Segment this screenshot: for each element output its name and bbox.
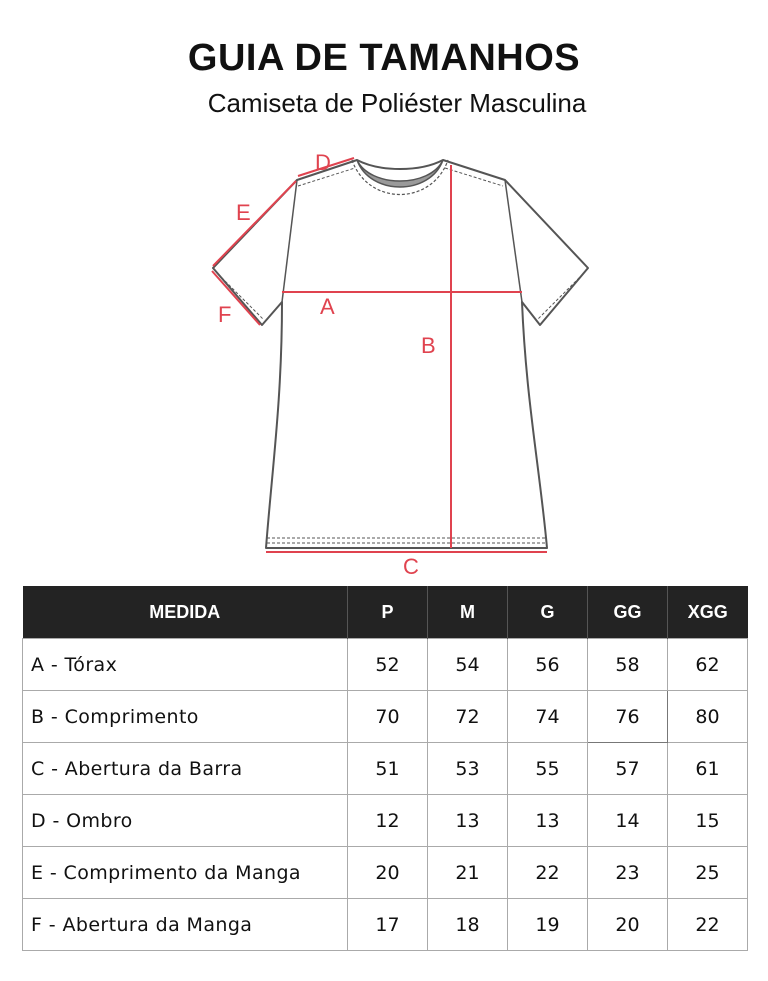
label-e: E xyxy=(236,200,251,225)
table-cell: 51 xyxy=(348,743,428,795)
table-row xyxy=(23,691,748,743)
table-row xyxy=(23,743,748,795)
table-cell: 22 xyxy=(668,899,748,951)
header-size-p: P xyxy=(348,586,428,639)
header-size-g: G xyxy=(508,586,588,639)
table-cell: 55 xyxy=(508,743,588,795)
table-cell: 56 xyxy=(508,639,588,691)
header-size-xgg: XGG xyxy=(668,586,748,639)
table-cell: 13 xyxy=(508,795,588,847)
table-row xyxy=(23,639,748,691)
table-cell: 54 xyxy=(428,639,508,691)
table-row xyxy=(23,899,748,951)
label-c: C xyxy=(403,554,419,579)
row-label: C - Abertura da Barra xyxy=(23,743,348,795)
row-label: B - Comprimento xyxy=(23,691,348,743)
table-cell: 21 xyxy=(428,847,508,899)
page-title: GUIA DE TAMANHOS xyxy=(187,37,581,79)
header-size-gg: GG xyxy=(588,586,668,639)
row-label: D - Ombro xyxy=(23,795,348,847)
table-cell: 12 xyxy=(348,795,428,847)
table-cell: 25 xyxy=(668,847,748,899)
table-row xyxy=(23,795,748,847)
label-d: D xyxy=(315,150,331,175)
table-cell: 19 xyxy=(508,899,588,951)
row-label: E - Comprimento da Manga xyxy=(23,847,348,899)
table-cell: 17 xyxy=(348,899,428,951)
label-b: B xyxy=(421,333,436,358)
label-f: F xyxy=(218,302,232,327)
label-a: A xyxy=(320,294,335,319)
tshirt-diagram xyxy=(190,140,610,580)
size-table-container xyxy=(22,586,747,951)
size-table xyxy=(22,586,748,951)
table-header-row xyxy=(23,586,748,639)
table-cell: 72 xyxy=(428,691,508,743)
table-cell: 62 xyxy=(668,639,748,691)
table-cell: 80 xyxy=(668,691,748,743)
page-subtitle: Camiseta de Poliéster Masculina xyxy=(207,88,587,118)
table-cell: 14 xyxy=(588,795,668,847)
table-cell: 20 xyxy=(588,899,668,951)
row-label: F - Abertura da Manga xyxy=(23,899,348,951)
row-label: A - Tórax xyxy=(23,639,348,691)
table-cell: 22 xyxy=(508,847,588,899)
table-cell: 20 xyxy=(348,847,428,899)
table-cell: 57 xyxy=(588,743,668,795)
header-medida: MEDIDA xyxy=(23,586,348,639)
table-cell: 61 xyxy=(668,743,748,795)
table-cell: 23 xyxy=(588,847,668,899)
table-cell: 58 xyxy=(588,639,668,691)
table-cell: 76 xyxy=(588,691,668,743)
table-cell: 52 xyxy=(348,639,428,691)
table-cell: 70 xyxy=(348,691,428,743)
table-cell: 18 xyxy=(428,899,508,951)
table-cell: 53 xyxy=(428,743,508,795)
table-row xyxy=(23,847,748,899)
header-size-m: M xyxy=(428,586,508,639)
table-cell: 74 xyxy=(508,691,588,743)
table-cell: 15 xyxy=(668,795,748,847)
table-cell: 13 xyxy=(428,795,508,847)
tshirt-outline xyxy=(213,160,588,548)
